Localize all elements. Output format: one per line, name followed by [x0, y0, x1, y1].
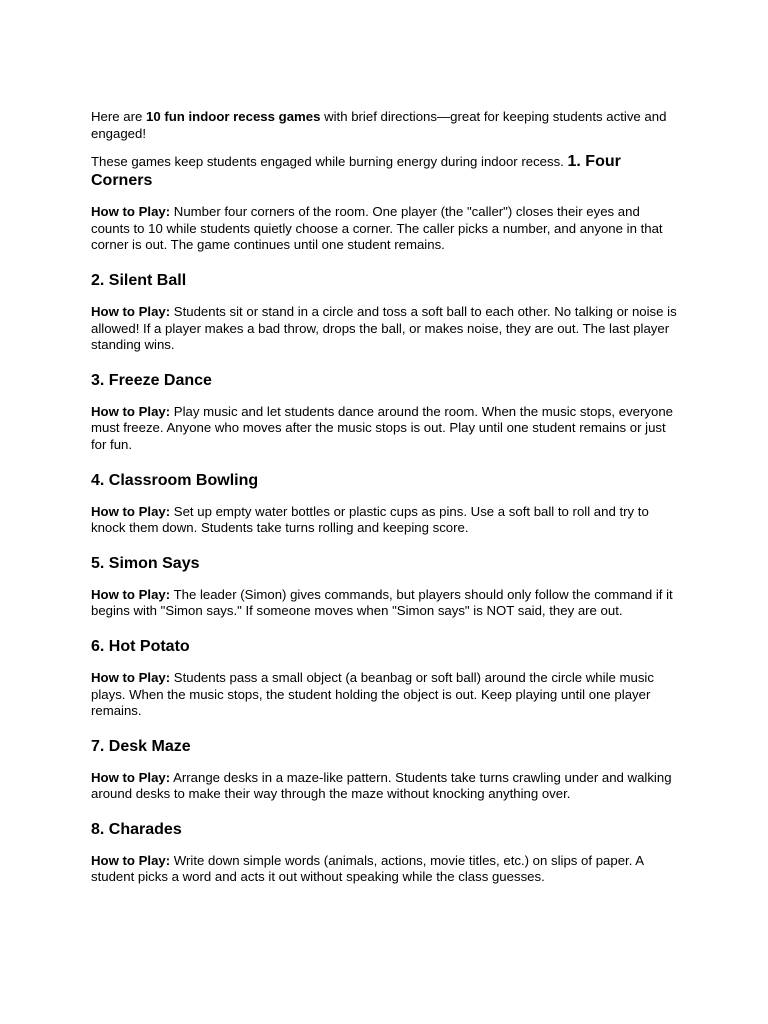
intro2-text: These games keep students engaged while burning energy during indoor recess. — [91, 154, 568, 170]
game-text-3: Play music and let students dance around the room. When the music stops, everyone must freeze. Anyone who moves after the music stops is out. Play until one student remains or just for fun. — [91, 403, 673, 452]
how-to-play-label: How to Play: — [91, 303, 171, 319]
game-section-5 — [91, 554, 680, 620]
game-title-5: 5. Simon Says — [91, 554, 200, 572]
intro-prefix: Here are — [91, 109, 146, 124]
how-to-play-label: How to Play: — [91, 669, 171, 685]
game-title-3: 3. Freeze Dance — [91, 371, 212, 389]
game-title-4: 4. Classroom Bowling — [91, 471, 259, 489]
game-text-1: Number four corners of the room. One player (the "caller") closes their eyes and counts to 10 while students quietly choose a corner. The caller picks a number, and anyone in that corner is out. The game continues until one student remains. — [91, 204, 663, 253]
game-text-5: The leader (Simon) gives commands, but players should only follow the command if it begins with "Simon says." If someone moves when "Simon says" is NOT said, they are out. — [91, 586, 673, 619]
game-description-6 — [91, 670, 680, 720]
game-description-3 — [91, 404, 680, 454]
how-to-play-label: How to Play: — [91, 403, 171, 419]
game-description-5 — [91, 587, 680, 620]
game-text-8: Write down simple words (animals, actions, movie titles, etc.) on slips of paper. A student picks a word and acts it out without speaking while the class guesses. — [91, 852, 644, 885]
how-to-play-label: How to Play: — [91, 586, 171, 602]
game-section-1 — [91, 204, 680, 254]
game-text-7: Arrange desks in a maze-like pattern. Students take turns crawling under and walking around desks to make their way through the maze without knocking anything over. — [91, 769, 672, 802]
game-section-8 — [91, 820, 680, 886]
game-title-7: 7. Desk Maze — [91, 737, 191, 755]
how-to-play-label: How to Play: — [91, 503, 171, 519]
game-title-8: 8. Charades — [91, 820, 182, 838]
game-section-4 — [91, 471, 680, 537]
intro-highlight: 10 fun indoor recess games — [145, 109, 321, 124]
game-title-2: 2. Silent Ball — [91, 271, 187, 289]
game-description-4 — [91, 504, 680, 537]
game-section-3 — [91, 371, 680, 454]
intro-suffix: with brief directions—great for keeping students active and engaged! — [91, 109, 667, 141]
game-description-2 — [91, 304, 680, 354]
how-to-play-label: How to Play: — [91, 769, 171, 785]
game-description-7 — [91, 770, 680, 803]
how-to-play-label: How to Play: — [91, 204, 171, 220]
how-to-play-label: How to Play: — [91, 852, 171, 868]
game-title-6: 6. Hot Potato — [91, 637, 190, 655]
game-title-1: 1. Four Corners — [91, 153, 621, 190]
game-description-8 — [91, 853, 680, 886]
game-text-6: Students pass a small object (a beanbag or soft ball) around the circle while music plays. When the music stops, the student holding the object is out. Keep playing until one player remains. — [91, 669, 654, 719]
intro-paragraph — [91, 109, 680, 142]
game-description-1 — [91, 204, 680, 254]
game-text-4: Set up empty water bottles or plastic cups as pins. Use a soft ball to roll and try to knock them down. Students take turns rolling and keeping score. — [91, 503, 649, 536]
game-section-6 — [91, 637, 680, 720]
game-section-2 — [91, 271, 680, 354]
game-section-7 — [91, 737, 680, 803]
game-text-2: Students sit or stand in a circle and toss a soft ball to each other. No talking or noise is allowed! If a player makes a bad throw, drops the ball, or makes noise, they are out. The last player standing wins. — [91, 303, 677, 353]
intro2-paragraph — [91, 152, 680, 190]
